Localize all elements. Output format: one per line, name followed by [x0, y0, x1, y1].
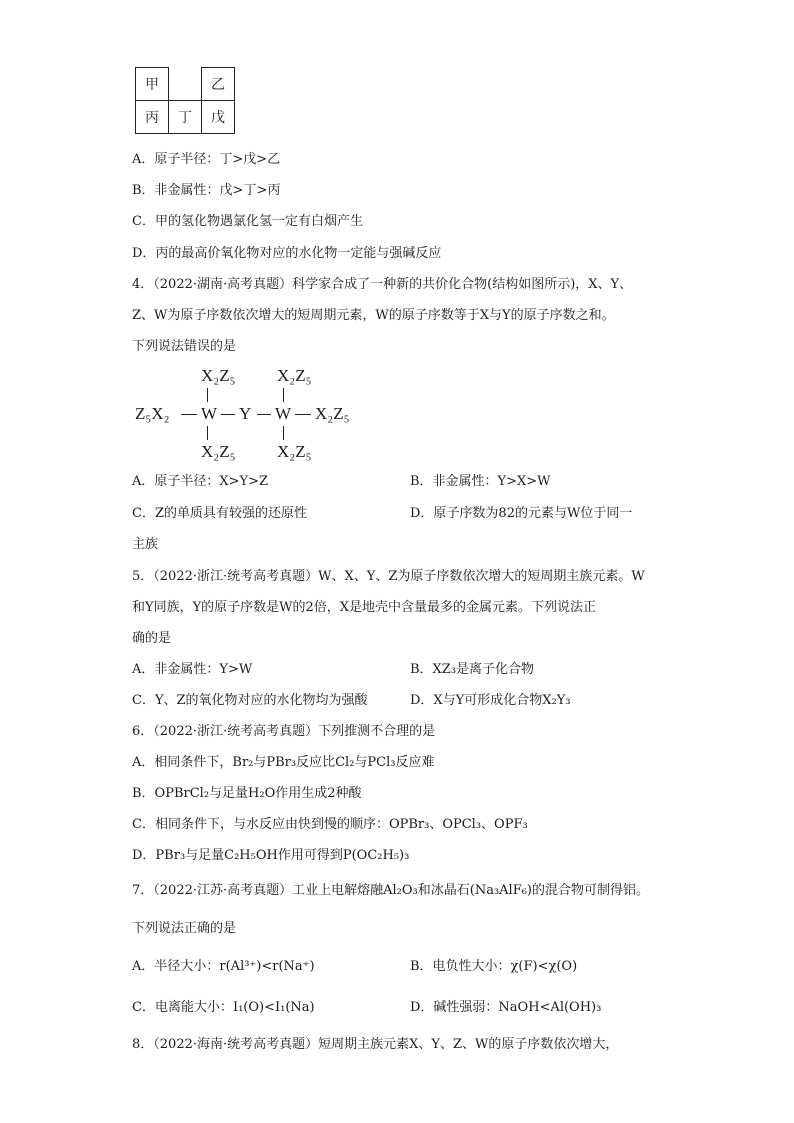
q7-option-a: A．半径大小：r(Al³⁺)<r(Na⁺) [132, 959, 315, 974]
q6-stem: 6．（2022·浙江·统考高考真题）下列推测不合理的是 [132, 724, 436, 739]
q4-option-d-cont: 主族 [132, 537, 159, 552]
group-right: X₂Z₅ [315, 404, 350, 423]
q5-stem-line1: 5．（2022·浙江·统考高考真题）W、X、Y、Z为原子序数依次增大的短周期主族元素。W [132, 569, 645, 584]
q7-option-d: D．碱性强弱：NaOH<Al(OH)₃ [410, 1000, 602, 1015]
q4-option-b: B．非金属性：Y>X>W [410, 474, 551, 489]
q3-option-c: C．甲的氢化物遇氯化氢一定有白烟产生 [132, 214, 363, 229]
q6-option-c: C．相同条件下，与水反应由快到慢的顺序：OPBr₃、OPCl₃、OPF₃ [132, 817, 528, 832]
q3-option-a: A．原子半径：丁>戊>乙 [132, 152, 281, 167]
bond-bottom-left [207, 426, 208, 440]
bond-top-left [207, 388, 208, 402]
q4-option-c: C．Z的单质具有较强的还原性 [132, 506, 307, 521]
bond-right [295, 414, 311, 415]
q4-stem-line2: Z、W为原子序数依次增大的短周期元素，W的原子序数等于X与Y的原子序数之和。 [132, 308, 615, 323]
q7-stem-line2: 下列说法正确的是 [132, 921, 237, 936]
q8-stem-line1: 8．（2022·海南·统考高考真题）短周期主族元素X、Y、Z、W的原子序数依次增大， [132, 1037, 619, 1052]
q4-stem-line3: 下列说法错误的是 [132, 339, 237, 354]
q5-option-c: C．Y、Z的氧化物对应的水化物均为强酸 [132, 693, 368, 708]
element-position-table [135, 67, 235, 134]
q4-stem-line1: 4．（2022·湖南·高考真题）科学家合成了一种新的共价化合物(结构如图所示)，X、Y、 [132, 277, 633, 292]
group-top-right: X₂Z₅ [277, 366, 312, 385]
cell-empty [169, 68, 202, 101]
q5-stem-line3: 确的是 [132, 631, 172, 646]
bond-y-w [257, 414, 271, 415]
cell-wu: 戊 [202, 101, 235, 134]
q7-option-c: C．电离能大小：I₁(O)<I₁(Na) [132, 1000, 315, 1015]
group-bottom-right: X₂Z₅ [277, 442, 312, 461]
atom-w-right: W [275, 404, 292, 423]
bond-top-right [283, 388, 284, 402]
atom-w-left: W [201, 404, 218, 423]
cell-jia: 甲 [136, 68, 169, 101]
cell-bing: 丙 [136, 101, 169, 134]
structure-formula [135, 362, 375, 470]
q4-option-a: A．原子半径：X>Y>Z [132, 474, 269, 489]
q5-option-a: A．非金属性：Y>W [132, 662, 253, 677]
q3-option-b: B．非金属性：戊>丁>丙 [132, 183, 281, 198]
q5-option-d: D．X与Y可形成化合物X₂Y₃ [410, 693, 571, 708]
bond-left [181, 414, 197, 415]
q7-option-b: B．电负性大小：χ(F)<χ(O) [410, 959, 578, 974]
cell-yi: 乙 [202, 68, 235, 101]
q6-option-a: A．相同条件下，Br₂与PBr₃反应比Cl₂与PCl₃反应难 [132, 755, 435, 770]
q4-option-d: D．原子序数为82的元素与W位于同一 [410, 506, 633, 521]
cell-ding: 丁 [169, 101, 202, 134]
atom-y: Y [239, 404, 252, 423]
q5-option-b: B．XZ₃是离子化合物 [410, 662, 535, 677]
group-bottom-left: X₂Z₅ [201, 442, 236, 461]
bond-bottom-right [283, 426, 284, 440]
q6-option-b: B．OPBrCl₂与足量H₂O作用生成2种酸 [132, 786, 362, 801]
q7-stem-line1: 7．（2022·江苏·高考真题）工业上电解熔融Al₂O₃和冰晶石(Na₃AlF₆)的混合物可制得铝。 [132, 883, 650, 898]
q3-option-d: D．丙的最高价氧化物对应的水化物一定能与强碱反应 [132, 246, 442, 261]
q6-option-d: D．PBr₃与足量C₂H₅OH作用可得到P(OC₂H₅)₃ [132, 848, 410, 863]
group-left: Z₅X₂ [135, 404, 170, 423]
group-top-left: X₂Z₅ [201, 366, 236, 385]
bond-w-y [221, 414, 235, 415]
q5-stem-line2: 和Y同族，Y的原子序数是W的2倍，X是地壳中含量最多的金属元素。下列说法正 [132, 600, 597, 615]
